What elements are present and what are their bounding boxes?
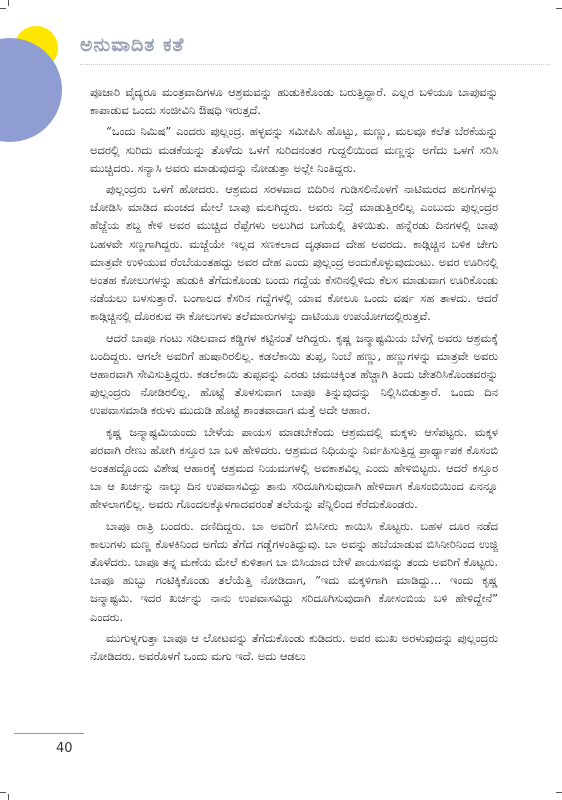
crop-mark-bottom-left-v	[8, 794, 9, 800]
paragraph-4: ಆದರೆ ಬಾಪೂ ಗಂಟು ಸಡಿಲವಾದ ಕಡ್ಡಿಗಳ ಕಟ್ಟಿನಂತೆ ಆಗಿದ್ದರು. ಕೃಷ್ಣ ಜನ್ಮಾಷ್ಟಮಿಯ ಬೆಳಗ್ಗೆ ಅವರು ಆಶ್ರಮಕ್ಕೆ ಬಂದಿದ್ದರು. ಆಗಲೇ ಅವರಿಗೆ ಹುಷಾರಿರಲಿಲ್ಲ. ಕಡಲೆಕಾಯಿ ತುಪ್ಪ, ನಿಂಬೆ ಹಣ್ಣು, ಹಣ್ಣುಗಳನ್ನು ಮಾತ್ರವೇ ಅವರು ಆಹಾರವಾಗಿ ಸೇವಿಸುತ್ತಿದ್ದರು. ಕಡಲೆಕಾಯಿ ತುಪ್ಪವನ್ನು ಎರಡು ಚಮಚಕ್ಕಿಂತ ಹೆಚ್ಚಾಗಿ ತಿಂದು ಚೇತರಿಸಿಕೊಂಡವರನ್ನು ಪುಲ್ಲಂದ್ರರು ನೋಡಿರಲಿಲ್ಲ. ಹೊಟ್ಟೆ ತೊಳಸುವಾಗ ಬಾಪೂ ತಿನ್ನುವುದನ್ನು ನಿಲ್ಲಿಸಿಬಿಡುತ್ತಾರೆ. ಒಂದು ದಿನ ಉಪವಾಸಮಾಡಿ ಕರುಳು ಮುದುಡಿ ಹೊಟ್ಟೆ ಶಾಂತವಾದಾಗ ಮತ್ತೆ ಅದೇ ಆಹಾರ.	[90, 330, 498, 418]
paragraph-2: “ಒಂದು ನಿಮಿಷ” ಎಂದರು ಪುಲ್ಲಂದ್ರ. ಹಳ್ಳವನ್ನು ಸಮೀಪಿಸಿ ಹೊಟ್ಟು, ಮಣ್ಣು, ಮಲವೂ ಕಲೆತ ಬೆರಕೆಯನ್ನು ಅದರಲ್ಲಿ ಸುರಿದು ಮಡಕೆಯನ್ನು ತೊಳೆದು ಒಳಗೆ ಸುರಿದನಂತರ ಗುದ್ದಲಿಯಿಂದ ಮಣ್ಣನ್ನು ಅಗೆದು ಒಳಗೆ ಸರಿಸಿ ಮುಚ್ಚಿದರು. ಸನ್ಯಾಸಿ ಅವರು ಮಾಡುವುದನ್ನು ನೋಡುತ್ತಾ ಅಲ್ಲೇ ನಿಂತಿದ್ದರು.	[90, 124, 498, 175]
paragraph-3: ಪುಲ್ಲಂದ್ರರು ಒಳಗೆ ಹೋದರು. ಆಶ್ರಮದ ಸರಳವಾದ ಬಿದಿರಿನ ಗುಡಿಸಲಿನೊಳಗೆ ನಾಟಿಮರದ ಹಲಗೆಗಳನ್ನು ಜೋಡಿಸಿ ಮಾಡಿದ ಮಂಚದ ಮೇಲೆ ಬಾಪು ಮಲಗಿದ್ದರು. ಅವರು ನಿದ್ರೆ ಮಾಡುತ್ತಿರಲಿಲ್ಲ ಎಂಬುದು ಪುಲ್ಲಂದ್ರರ ಹೆಜ್ಜೆಯ ಶಬ್ದ ಕೇಳಿ ಅವರ ಮುಚ್ಚಿದ ರೆಪ್ಪೆಗಳು ಅಲುಗಿದ ಬಗೆಯಲ್ಲಿ ತಿಳಿಯಿತು. ಹನ್ನೆರಡು ದಿನಗಳಲ್ಲಿ ಬಾಪು ಬಹಳವೇ ಸಣ್ಣಗಾಗಿದ್ದರು. ಮಜ್ಜೆಯೇ ಇಲ್ಲದ ಸಣಕಲಾದ ದೃಢವಾದ ದೇಹ ಅವರದು. ಕಾಡ್ಗಿಚ್ಚಿನ ಬಳಿಕ ಚೇಗು ಮಾತ್ರವೇ ಉಳಿಯುವ ರೆಂಬೆಯಂತಹದ್ದು ಅವರ ದೇಹ ಎಂದು ಪುಲ್ಲಂದ್ರ ಅಂದುಕೊಳ್ಳುವುದುಂಟು. ಅವರ ಊರಿನಲ್ಲಿ ಅಂತಹ ಕೋಲುಗಳನ್ನು ಹುಡುಕಿ ತೆಗೆದುಕೊಂಡು ಬಂದು ಗದ್ದೆಯ ಕೆಸರಿನಲ್ಲಿಳಿದು ಕೆಲಸ ಮಾಡುವಾಗ ಊರಿಕೊಂಡು ನಡೆಯಲು ಬಳಸುತ್ತಾರೆ. ಬಂಗಾಲದ ಕೆಸರಿನ ಗದ್ದೆಗಳಲ್ಲಿ ಯಾವ ಕೋಲೂ ಒಂದು ವರ್ಷ ಸಹ ತಾಳದು. ಆದರೆ ಕಾಡ್ಗಿಚ್ಚಿನಲ್ಲಿ ದೊರಕುವ ಈ ಕೋಲುಗಳು ತಲೆಮಾರುಗಳನ್ನು ದಾಟಿಯೂ ಉಪಯೋಗದಲ್ಲಿರುತ್ತವೆ.	[90, 182, 498, 324]
page-number: 40	[56, 741, 73, 756]
paragraph-1: ಪೂಜಾರಿ ವೈದ್ಯರೂ ಮಂತ್ರವಾದಿಗಳೂ ಆಶ್ರಮವನ್ನು ಹುಡುಕಿಕೊಂಡು ಬರುತ್ತಿದ್ದಾರೆ. ಎಲ್ಲರ ಬಳಿಯೂ ಬಾಪುವನ್ನು ಕಾಪಾಡುವ ಒಂದು ಸಂಜೀವಿನಿ ಔಷಧಿ ಇರುತ್ತದೆ.	[90, 85, 498, 118]
crop-mark-bottom-left-h	[0, 792, 6, 793]
paragraph-6: ಬಾಪೂ ರಾತ್ರಿ ಬಂದರು. ದಣಿದಿದ್ದರು. ಬಾ ಅವರಿಗೆ ಬಿಸಿನೀರು ಕಾಯಿಸಿ ಕೊಟ್ಟರು. ಬಹಳ ದೂರ ನಡೆದ ಕಾಲುಗಳು ಮಣ್ಣ ಕೊಳಕಿನಿಂದ ಅಗೆದು ತೆಗೆದ ಗಡ್ಡೆಗಳಂತಿದ್ದುವು. ಬಾ ಅವನ್ನು ಹಬೆಯಾಡುವ ಬಿಸಿನೀರಿನಿಂದ ಉಜ್ಜಿ ತೊಳೆದರು. ಬಾಪೂ ತನ್ನ ಮಣೆಯ ಮೇಲೆ ಕುಳಿತಾಗ ಬಾ ಬಿಸಿಯಾದ ಬೇಳೆ ಪಾಯಸವನ್ನು ತಂದು ಅವರಿಗೆ ಕೊಟ್ಟರು. ಬಾಪೂ ಹುಬ್ಬು ಗಂಟಿಕ್ಕಿಕೊಂಡು ತಲೆಯೆತ್ತಿ ನೋಡಿದಾಗ, “ಇದು ಮಕ್ಕಳಿಗಾಗಿ ಮಾಡಿದ್ದು... ಇಂದು ಕೃಷ್ಣ ಜನ್ಮಾಷ್ಟಮಿ. ಇದರ ಖರ್ಚನ್ನು ನಾನು ಉಪವಾಸವಿದ್ದು ಸರಿದೂಗಿಸುವುದಾಗಿ ಕೋಸಂಬಿಯ ಬಳಿ ಹೇಳಿದ್ದೇನೆ” ಎಂದರು.	[90, 518, 498, 624]
paragraph-7: ಮುಗುಳ್ನಗುತ್ತಾ ಬಾಪೂ ಆ ಲೋಟವನ್ನು ತೆಗೆದುಕೊಂಡು ಕುಡಿದರು. ಅವರ ಮುಖ ಅರಳುವುದನ್ನು ಪುಲ್ಲಂದ್ರರು ನೋಡಿದರು. ಅವರೊಳಗೆ ಒಂದು ಮಗು ಇದೆ. ಅದು ಆಡಲು	[90, 630, 498, 664]
header-dotted-rule	[80, 64, 550, 65]
section-title: ಅನುವಾದಿತ ಕತೆ	[80, 34, 185, 56]
crop-mark-bottom-right-h	[556, 792, 562, 793]
crop-mark-top-left-h	[0, 8, 6, 9]
article-body	[90, 83, 498, 668]
crop-mark-top-right-h	[556, 8, 562, 9]
footer-rule	[14, 733, 84, 734]
crop-mark-top-left-v	[8, 0, 9, 6]
paragraph-5: ಕೃಷ್ಣ ಜನ್ಮಾಷ್ಟಮಿಯಂದು ಬೇಳೆಯ ಪಾಯಸ ಮಾಡಬೇಕೆಂದು ಆಶ್ರಮದಲ್ಲಿ ಮಕ್ಕಳು ಆಸೆಪಟ್ಟರು. ಮಕ್ಕಳ ಪರವಾಗಿ ರೇಣು ಹೋಗಿ ಕಸ್ತೂರ ಬಾ ಬಳಿ ಹೇಳಿದರು. ಆಶ್ರಮದ ನಿಧಿಯನ್ನು ನಿರ್ವಹಿಸುತ್ತಿದ್ದ ಪ್ರಾರ್ಥ್ಯಾಪಕ ಕೊಸಂಬಿ ಅಂತಹದ್ದೊಂದು ವಿಶೇಷ ಆಹಾರಕ್ಕೆ ಆಶ್ರಮದ ನಿಯಮಗಳಲ್ಲಿ ಅವಕಾಶವಿಲ್ಲ ಎಂದು ಹೇಳಿಬಿಟ್ಟರು. ಆದರೆ ಕಸ್ತೂರ ಬಾ ಆ ಖರ್ಚನ್ನು ನಾಲ್ಕು ದಿನ ಉಪವಾಸವಿದ್ದು ತಾನು ಸರಿದೂಗಿಸುವುದಾಗಿ ಹೇಳಿದಾಗ ಕೊಸಂಬಿಯಿಂದ ಏನನ್ನೂ ಹೇಳಲಾಗಲಿಲ್ಲ. ಅವರು ಗೊಂದಲಕ್ಕೊಳಗಾದವರಂತೆ ತಲೆಯನ್ನು ಪೆನ್ನಿಲಿಂದ ಕೆರೆದುಕೊಂಡರು.	[90, 424, 498, 512]
